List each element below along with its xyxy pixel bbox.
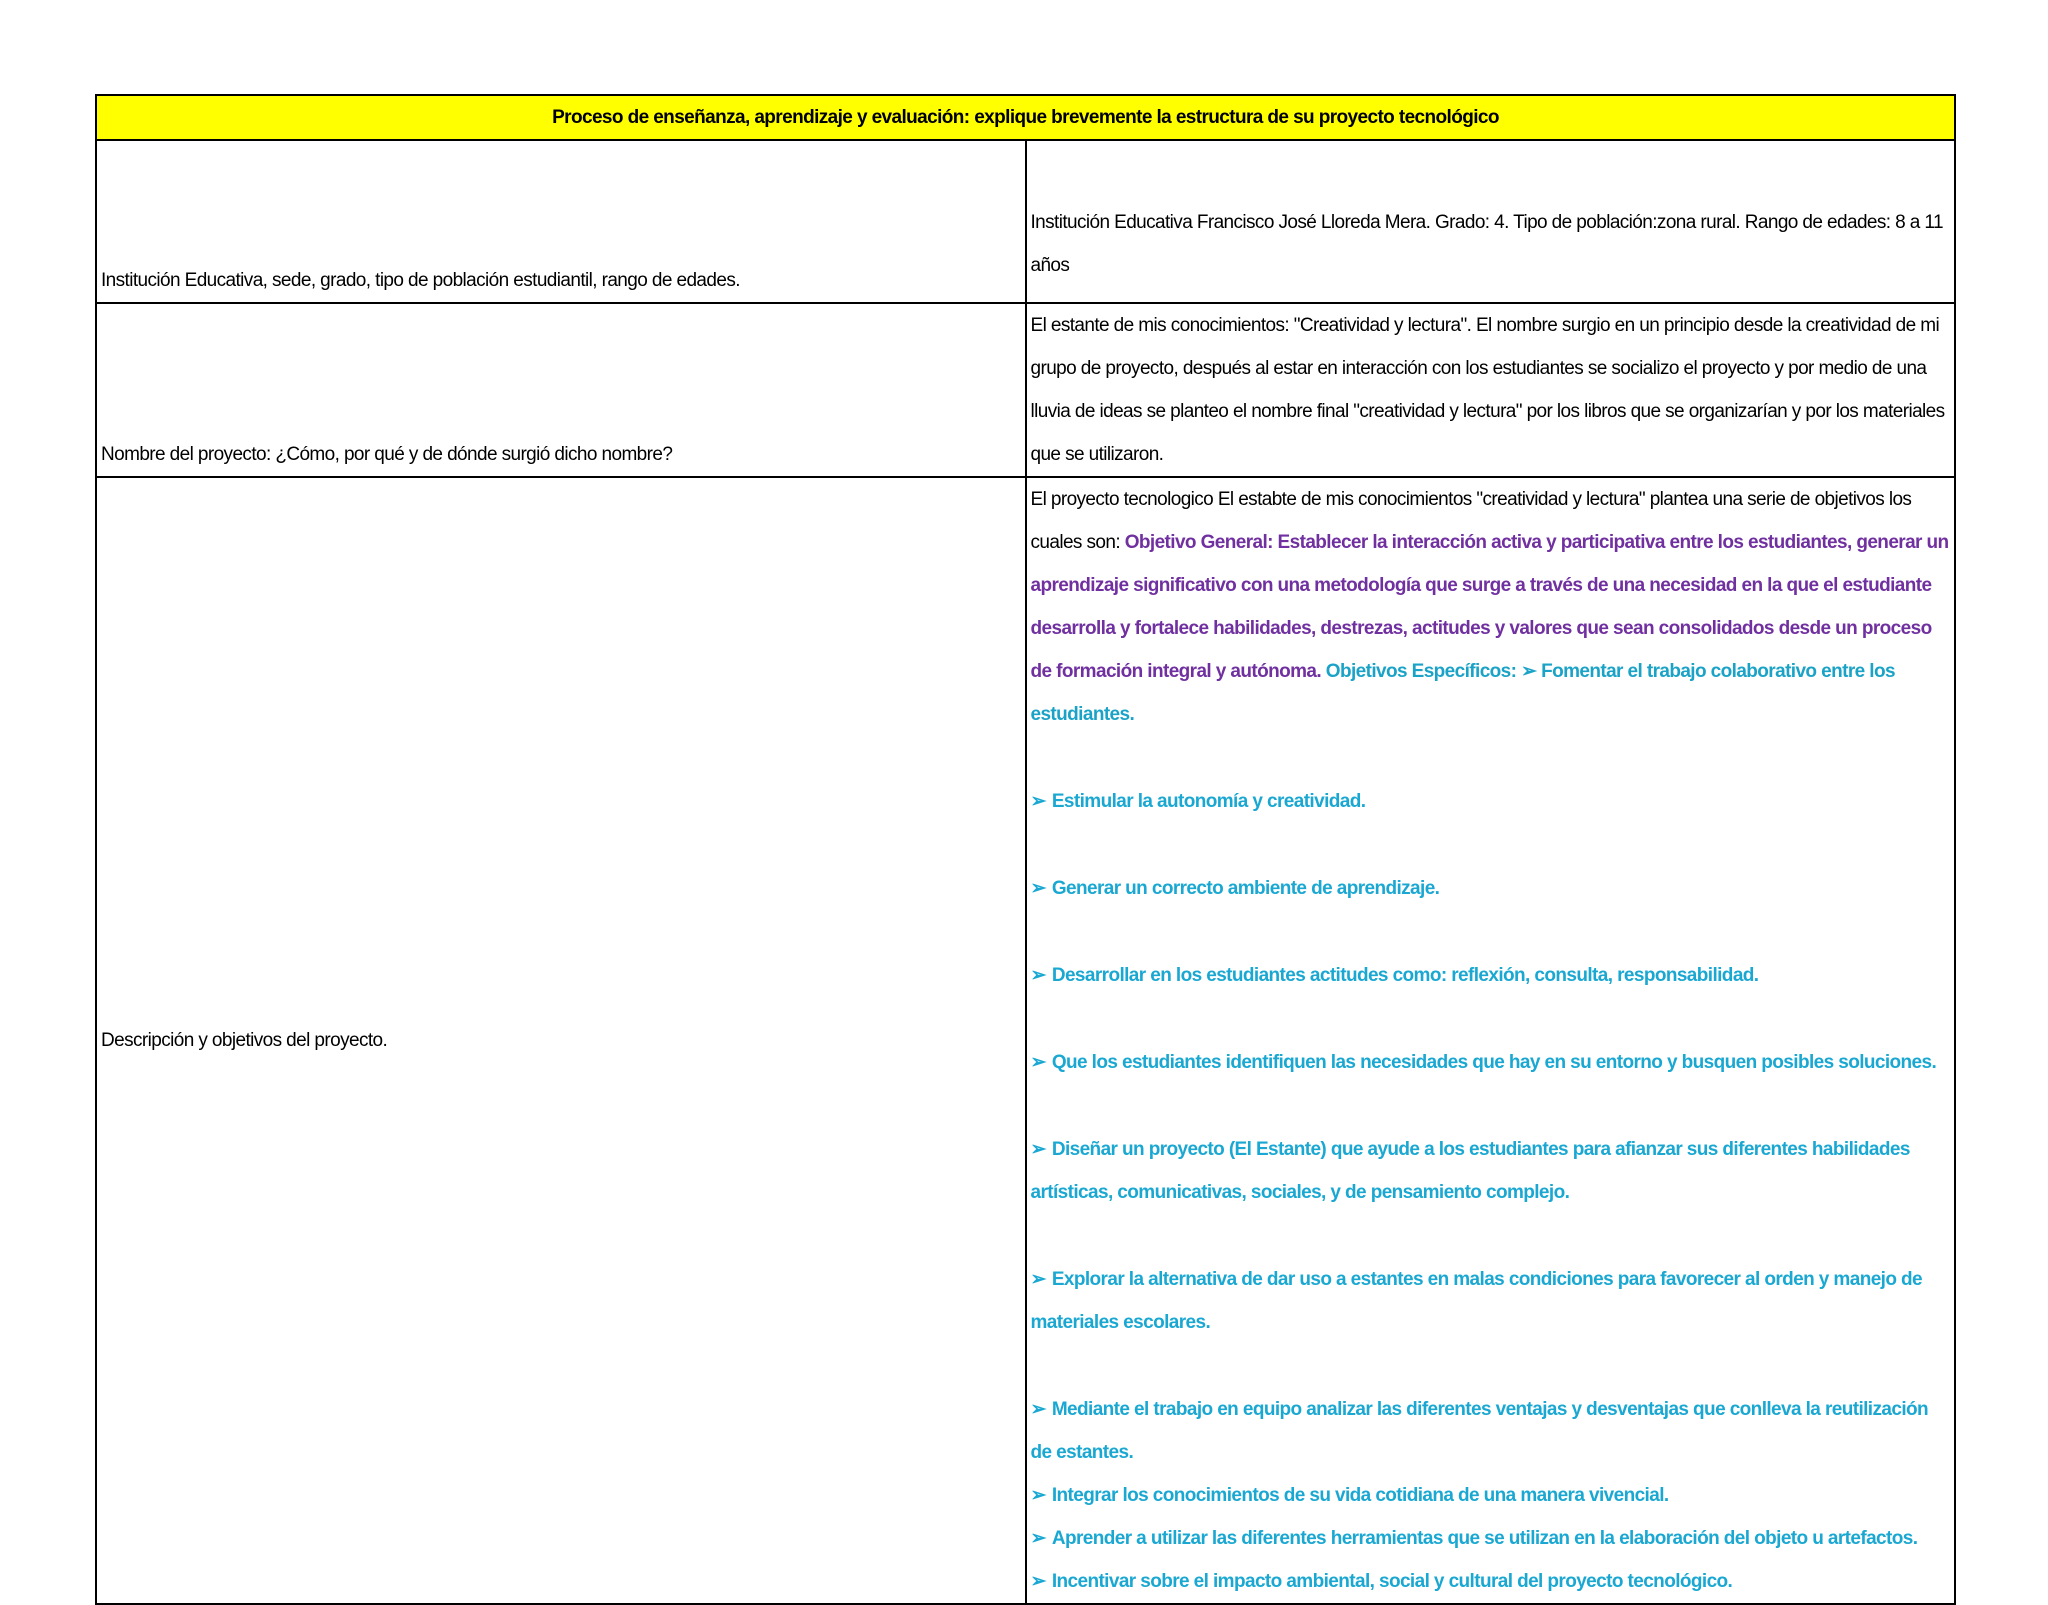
specific-objective-first: Fomentar el trabajo colaborativo entre los estudiantes. bbox=[1030, 661, 1895, 725]
list-item: ➢ Incentivar sobre el impacto ambiental, social y cultural del proyecto tecnológico. bbox=[1030, 1571, 1733, 1592]
bullet-icon: ➢ bbox=[1030, 1571, 1046, 1592]
table-row bbox=[96, 303, 1955, 477]
specific-objectives-label: Objetivos Específicos: bbox=[1325, 661, 1517, 682]
bullet-icon: ➢ bbox=[1030, 1139, 1046, 1160]
row-label-description: Descripción y objetivos del proyecto. bbox=[96, 477, 1026, 1604]
list-item: ➢ Desarrollar en los estudiantes actitudes como: reflexión, consulta, responsabilidad. bbox=[1030, 965, 1759, 986]
specific-objectives-list bbox=[1031, 780, 1951, 1603]
list-item: ➢ Explorar la alternativa de dar uso a estantes en malas condiciones para favorecer al orden y manejo de materiales escolares. bbox=[1030, 1269, 1923, 1333]
bullet-icon: ➢ bbox=[1030, 1052, 1046, 1073]
table-title: Proceso de enseñanza, aprendizaje y evaluación: explique brevemente la estructura de su proyecto tecnológico bbox=[96, 95, 1955, 140]
list-item: ➢ Mediante el trabajo en equipo analizar las diferentes ventajas y desventajas que conlleva la reutilización de estantes. bbox=[1030, 1399, 1929, 1463]
bullet-icon: ➢ bbox=[1030, 1269, 1046, 1290]
list-item: ➢ Que los estudiantes identifiquen las necesidades que hay en su entorno y busquen posibles soluciones. bbox=[1030, 1052, 1937, 1073]
table-row bbox=[96, 477, 1955, 1604]
bullet-icon: ➢ bbox=[1030, 1528, 1046, 1549]
row-label-project-name: Nombre del proyecto: ¿Cómo, por qué y de dónde surgió dicho nombre? bbox=[96, 303, 1026, 477]
description-intro: El proyecto tecnologico El estabte de mis conocimientos "creatividad y lectura" plantea una serie de objetivos los cuales son: bbox=[1030, 489, 1912, 553]
list-item: ➢ Integrar los conocimientos de su vida cotidiana de una manera vivencial. bbox=[1030, 1485, 1669, 1506]
list-item: ➢ Aprender a utilizar las diferentes herramientas que se utilizan en la elaboración del objeto u artefactos. bbox=[1030, 1528, 1918, 1549]
table-row bbox=[96, 140, 1955, 303]
general-objective: Objetivo General: Establecer la interacción activa y participativa entre los estudiantes, generar un aprendizaje significativo con una metodología que surge a través de una necesidad en la que el estudiante desarrolla y fortalece habilidades, destrezas, actitudes y valores que sean consolidados desde un proceso de formación integral y autónoma. bbox=[1030, 532, 1949, 682]
list-item: ➢ Diseñar un proyecto (El Estante) que ayude a los estudiantes para afianzar sus diferentes habilidades artísticas, comunicativas, sociales, y de pensamiento complejo. bbox=[1030, 1139, 1910, 1203]
bullet-icon: ➢ bbox=[1030, 1399, 1046, 1420]
title-row bbox=[96, 95, 1955, 140]
row-label-institution: Institución Educativa, sede, grado, tipo de población estudiantil, rango de edades. bbox=[96, 140, 1026, 303]
bullet-icon: ➢ bbox=[1030, 791, 1046, 812]
row-value-project-name: El estante de mis conocimientos: "Creatividad y lectura". El nombre surgio en un principio desde la creatividad de mi grupo de proyecto, después al estar en interacción con los estudiantes se socializo el proyecto y por medio de una lluvia de ideas se planteo el nombre final "creatividad y lectura" por los libros que se organizarían y por los materiales que se utilizaron. bbox=[1026, 303, 1956, 477]
row-value-institution: Institución Educativa Francisco José Lloreda Mera. Grado: 4. Tipo de población:zona rural. Rango de edades: 8 a 11 años bbox=[1026, 140, 1956, 303]
list-item: ➢ Generar un correcto ambiente de aprendizaje. bbox=[1030, 878, 1440, 899]
bullet-icon: ➢ bbox=[1030, 1485, 1046, 1506]
row-value-description bbox=[1026, 477, 1956, 1604]
list-item: ➢ Estimular la autonomía y creatividad. bbox=[1030, 791, 1366, 812]
bullet-icon: ➢ bbox=[1521, 661, 1537, 682]
bullet-icon: ➢ bbox=[1030, 878, 1046, 899]
description-paragraph bbox=[1031, 478, 1951, 736]
bullet-icon: ➢ bbox=[1030, 965, 1046, 986]
project-structure-table bbox=[95, 94, 1956, 1605]
